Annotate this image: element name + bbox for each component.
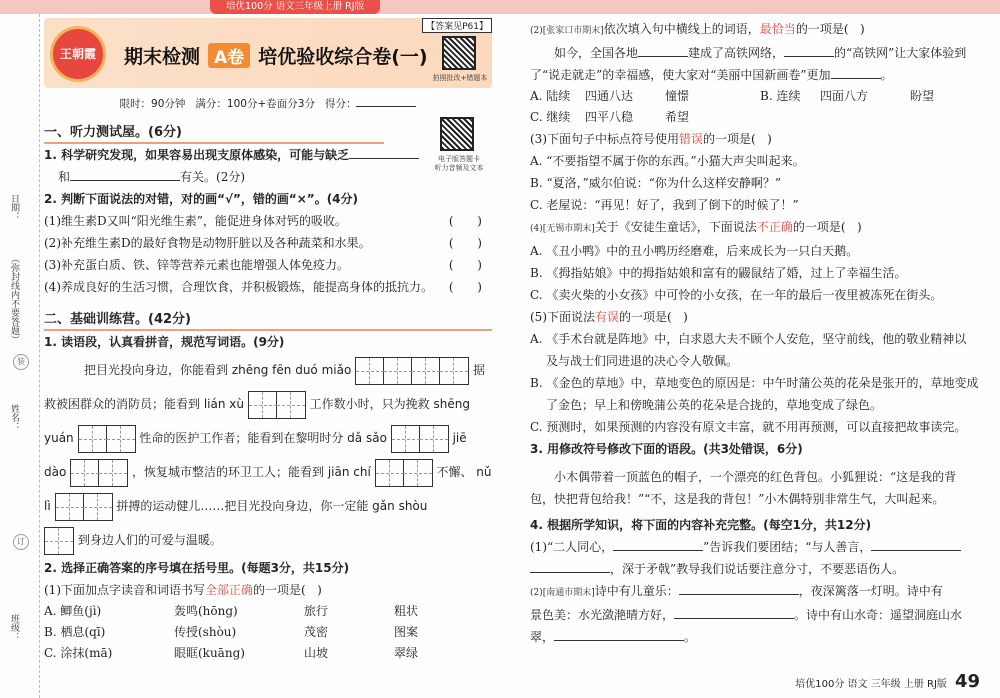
choice-5-option-a-1[interactable]: A. 《手术台就是阵地》中，白求恩大夫不顾个人安危，坚守前线，他的敬业精神以 (530, 332, 967, 346)
judge-3 (44, 254, 492, 276)
judge-1 (44, 210, 492, 232)
date-label: 日期： (9, 194, 19, 221)
c2-b-3: 盼望 (910, 89, 935, 103)
q4-e1: 翠， (530, 630, 555, 644)
qr2-caption (426, 155, 492, 173)
pinyin-dao: dào (44, 465, 67, 479)
c2-c-2: 四平八稳 (585, 110, 634, 124)
write-grid-4[interactable] (355, 357, 469, 385)
judge-4-text: (4)养成良好的生活习惯，合理饮食，并积极锻炼，能提高身体的抵抗力。 (44, 280, 434, 294)
c2-t4: 了“说走就走”的幸福感，使大家对“美丽中国新画卷”更加 (530, 68, 831, 82)
pinyin-li: lì (44, 499, 51, 513)
reading-2b: 工作数小时，只为挽救 (309, 397, 430, 411)
q4-b1: ，深于矛戟”教导我们说话要注意分寸，不要恶语伤人。 (610, 562, 905, 576)
q4-blank-3[interactable] (530, 559, 610, 573)
judge-2 (44, 232, 492, 254)
c2-t1: 如今，全国各地 (554, 46, 639, 60)
pinyin-ganshou: gǎn shòu (372, 499, 428, 513)
q4-c2: ，夜深篱落一灯明。诗中有 (798, 584, 943, 598)
opt-a-2: 轰鸣(hōng) (174, 604, 238, 618)
answer-reference: 【答案见P61】 (422, 18, 492, 33)
q4-blank-6[interactable] (554, 627, 684, 641)
c2-a-2: 四通八达 (585, 89, 634, 103)
c2-t3: 的“高铁网”让大家体验到 (834, 46, 967, 60)
c2-a-3: 憧憬 (665, 89, 690, 103)
choice-4-c[interactable]: ) (856, 220, 862, 234)
choice-5-option-c[interactable]: C. 预测时，如果预测的内容没有原文丰富，就不用再预测，可以直接把故事读完。 (530, 420, 967, 434)
choice-1-option-c[interactable] (44, 643, 492, 664)
exam-meta (44, 96, 492, 111)
right-column (530, 18, 978, 648)
reading-row-5 (44, 489, 492, 523)
top-bar (0, 0, 1000, 14)
opt-c-3: 山坡 (304, 646, 329, 660)
pinyin-jianchi: jiān chí (327, 465, 371, 479)
judge-2-text: (2)补充维生素D的最好食物是动物肝脏以及各种蔬菜和水果。 (44, 236, 371, 250)
choice-1-option-a[interactable] (44, 601, 492, 622)
choice-3-b: 的一项是( (703, 132, 756, 146)
q1-1-line1 (44, 144, 492, 166)
reading-row-4 (44, 455, 492, 489)
choice-4-source: (4)[无锡市期末] (530, 224, 595, 234)
q2-1 (44, 331, 492, 353)
choice-2-source: (2)[张家口市期末] (530, 26, 604, 36)
c2-c-3: 希望 (665, 110, 690, 124)
opt-c-2: 眼眶(kuāng) (174, 646, 245, 660)
binding-dot-2: 订 (13, 534, 29, 550)
c2-c-1: C. 继续 (530, 110, 571, 124)
c2-t2: 建成了高铁网络， (688, 46, 785, 60)
reading-1a: 把目光投向身边，你能看到 (84, 363, 229, 377)
page-number: 49 (954, 671, 980, 692)
q1-1-blank-2[interactable] (70, 167, 180, 181)
q2-1-text: 1. 读语段，认真看拼音，规范写词语。(9分) (44, 335, 285, 349)
choice-3-c[interactable]: ) (767, 132, 772, 146)
opt-a-3: 旅行 (304, 604, 329, 618)
choice-3-option-a[interactable]: A. “不要指望不属于你的东西。”小猫大声尖叫起来。 (530, 154, 805, 168)
reading-3a: 性命的医护工作者；能看到在黎明时分 (139, 431, 344, 445)
name-label: 姓名： (9, 404, 19, 431)
qr2-caption-line-2: 听力音频及文本 (434, 164, 484, 172)
opt-c-4: 翠绿 (394, 646, 419, 660)
q1-1-line2 (44, 166, 492, 188)
qr-caption: 拍照批改+错题本 (432, 74, 488, 82)
q1-2 (44, 188, 492, 210)
write-grid-2b[interactable] (78, 425, 136, 453)
q4-line-5 (530, 626, 978, 648)
q4-source: (2)[南通市期末] (530, 588, 595, 598)
q4-line-4 (530, 604, 978, 626)
judge-1-answer[interactable]: ( ) (448, 214, 492, 228)
score-blank[interactable] (356, 106, 416, 107)
choice-1 (44, 579, 492, 601)
title-part-a: 期末检测 (124, 46, 201, 68)
book-series-title: 培优100分 语文三年级上册 RJ版 (210, 0, 380, 14)
q1-1-text: 1. 科学研究发现，如果容易出现支原体感染，可能与缺乏 (44, 148, 350, 162)
opt-b-2: 传授(shòu) (174, 625, 237, 639)
q3-text: 3. 用修改符号修改下面的语段。(共3处错误，6分) (530, 442, 803, 456)
section-2-title: 二、基础训练营。(42分) (44, 308, 492, 331)
c2-blank-3[interactable] (831, 65, 881, 79)
q3 (530, 438, 978, 460)
left-column (44, 18, 492, 664)
choice-2-a: 依次填入句中横线上的词语， (603, 22, 760, 36)
binding-note: （弥封线内不要答题） (9, 254, 19, 344)
time-limit: 限时：90分钟 (119, 98, 186, 110)
write-grid-1[interactable] (44, 527, 74, 555)
q2-2-text: 2. 选择正确答案的序号填在括号里。(每题3分，共15分) (44, 561, 350, 575)
c2-blank-1[interactable] (638, 43, 688, 57)
opt-a-4: 粗状 (394, 604, 419, 618)
brand-logo: 王朝霞 (50, 26, 106, 82)
reading-row-6 (44, 523, 492, 557)
c2-b-1: B. 连续 (760, 89, 801, 103)
opt-b-4: 图案 (394, 625, 419, 639)
judge-3-answer[interactable]: ( ) (448, 258, 492, 272)
choice-4-b: 的一项是( (792, 220, 846, 234)
score-label: 得分： (324, 98, 357, 110)
reading-row-3 (44, 421, 492, 455)
choice-4-a: 关于《安徒生童话》，下面说法 (594, 220, 757, 234)
judge-4 (44, 276, 492, 298)
exam-header (44, 18, 492, 88)
q4-e2: 。 (684, 630, 697, 644)
pinyin-jie: jiē (452, 431, 467, 445)
pinyin-yuan: yuán (44, 431, 74, 445)
q3-passage-1: 小木偶带着一顶蓝色的帽子，一个漂亮的红色背包。小狐狸说：“这是我的背 (554, 470, 957, 484)
choice-3-option-c[interactable]: C. 老屋说：“再见！好了，我到了倒下的时候了！” (530, 198, 799, 212)
choice-2-key: 最恰当 (759, 22, 796, 36)
q4-c1: 诗中有儿童乐： (594, 584, 679, 598)
choice-2-c[interactable]: ) (859, 22, 865, 36)
q1-1-and: 和 (58, 170, 71, 184)
q4-d2: 。诗中有山水奇：遥望洞庭山水 (794, 608, 963, 622)
title-part-b: 培优验收综合卷(一) (258, 46, 428, 68)
choice-2-text-2 (530, 64, 978, 86)
q4-d1: 景色美：水光潋滟晴方好， (530, 608, 675, 622)
reading-6a: 到身边人们的可爱与温暖。 (77, 533, 222, 547)
qr-code-audio-icon[interactable] (440, 117, 474, 151)
choice-4-option-a[interactable]: A. 《丑小鸭》中的丑小鸭历经磨难，后来成长为一只白天鹅。 (530, 244, 859, 258)
q4-line-3 (530, 580, 978, 604)
q2-2 (44, 557, 492, 579)
c2-b-2: 四面八方 (820, 89, 869, 103)
pinyin-nu: nǔ (476, 465, 492, 479)
write-grid-2e[interactable] (375, 459, 433, 487)
q1-1-blank-1[interactable] (349, 145, 419, 159)
footer-text: 培优100分 语文 三年级 上册 RJ版 (795, 679, 947, 690)
pinyin-dasao: dǎ sǎo (347, 431, 387, 445)
reading-2a: 救被困群众的消防员；能看到 (44, 397, 201, 411)
q1-2-text: 2. 判断下面说法的对错，对的画“√”，错的画“×”。(4分) (44, 192, 359, 206)
q4-line-2 (530, 558, 978, 580)
exam-title (124, 42, 428, 69)
choice-3-key: 错误 (679, 132, 704, 146)
choice-3-option-b[interactable]: B. “夏洛，”威尔伯说：“你为什么这样安静啊？” (530, 176, 781, 190)
c2-t5: 。 (880, 68, 893, 82)
q3-passage-2: 包，快把背包给我！”“不，这是我的背包！”小木偶特别非常生气，大叫起来。 (530, 492, 945, 506)
choice-1-option-b[interactable] (44, 622, 492, 643)
opt-b-1: B. 栖息(qī) (44, 625, 106, 639)
pinyin-sheng: shēng (433, 397, 470, 411)
choice-5-option-b-1[interactable]: B. 《金色的草地》中，草地变色的原因是：中午时蒲公英的花朵是张开的，草地变成 (530, 376, 978, 390)
c2-blank-2[interactable] (784, 43, 834, 57)
judge-3-text: (3)补充蛋白质、铁、锌等营养元素也能增强人体免疫力。 (44, 258, 350, 272)
c2-a-1: A. 陆续 (530, 89, 571, 103)
qr-code-icon[interactable] (442, 36, 476, 70)
judge-4-answer[interactable]: ( ) (448, 280, 492, 294)
binding-margin (0, 14, 40, 698)
binding-dot-1: 装 (13, 354, 29, 370)
class-label: 班级： (9, 614, 19, 641)
page-footer (795, 671, 980, 692)
reading-row-1 (44, 353, 492, 387)
write-grid-2a[interactable] (248, 391, 306, 419)
pinyin-lianxu: lián xù (203, 397, 244, 411)
choice-2-option-c[interactable] (530, 107, 978, 128)
choice-5-option-b-2: 了金色；早上和傍晚蒲公英的花朵是合拢的，草地变成了绿色。 (546, 398, 883, 412)
choice-5-b: 的一项是( (619, 310, 672, 324)
paper-tag: A卷 (208, 43, 250, 68)
choice-2-b: 的一项是( (795, 22, 849, 36)
judge-1-text: (1)维生素D又叫“阳光维生素”，能促进身体对钙的吸收。 (44, 214, 347, 228)
reading-1b: 据 (472, 363, 485, 377)
choice-2-text-1 (530, 42, 978, 64)
choice-1-a: (1)下面加点字读音和词语书写 (44, 583, 205, 597)
choice-5 (530, 306, 978, 328)
write-grid-2c[interactable] (391, 425, 449, 453)
qr2-caption-line-1: 电子版答题卡 (438, 155, 480, 163)
choice-5-key: 有误 (595, 310, 620, 324)
opt-c-1: C. 涂抹(mā) (44, 646, 113, 660)
reading-row-2 (44, 387, 492, 421)
reading-4a: ，恢复城市整洁的环卫工人；能看到 (131, 465, 324, 479)
q4-blank-4[interactable] (679, 581, 799, 595)
reading-5a: 拼搏的运动健儿……把目光投向身边，你一定能 (116, 499, 369, 513)
opt-b-3: 茂密 (304, 625, 329, 639)
choice-5-a: (5)下面说法 (530, 310, 595, 324)
q4-blank-5[interactable] (674, 605, 794, 619)
pinyin-zhengfenduomiao: zhēng fēn duó miǎo (231, 363, 352, 377)
q4-blank-2[interactable] (871, 537, 961, 551)
choice-2-options-ab[interactable] (530, 86, 978, 107)
choice-1-key: 全部正确 (205, 583, 254, 597)
opt-a-1: A. 鲫鱼(jì) (44, 604, 102, 618)
choice-5-c[interactable]: ) (683, 310, 688, 324)
write-grid-2f[interactable] (55, 493, 113, 521)
q4 (530, 514, 978, 536)
choice-2 (530, 18, 978, 42)
section-1-title: 一、听力测试屋。(6分) (44, 121, 384, 144)
q1-1-tail: 有关。(2分) (180, 170, 246, 184)
choice-4-option-c[interactable]: C. 《卖火柴的小女孩》中可怜的小女孩，在一年的最后一夜里被冻死在街头。 (530, 288, 943, 302)
choice-5-option-a-2: 及与战士们同进退的决心令人敬佩。 (546, 354, 739, 368)
q4-blank-1[interactable] (613, 537, 703, 551)
reading-4b: 不懈、 (436, 465, 473, 479)
full-score: 满分：100分+卷面分3分 (195, 98, 315, 110)
choice-4-key: 不正确 (756, 220, 793, 234)
judge-2-answer[interactable]: ( ) (448, 236, 492, 250)
choice-1-b: 的一项是( (253, 583, 306, 597)
q4-text: 4. 根据所学知识，将下面的内容补充完整。(每空1分，共12分) (530, 518, 872, 532)
q4-a1: (1)“二人同心， (530, 540, 614, 554)
choice-4-option-b[interactable]: B. 《拇指姑娘》中的拇指姑娘和富有的鼹鼠结了婚，过上了幸福生活。 (530, 266, 907, 280)
choice-4 (530, 216, 978, 240)
choice-3 (530, 128, 978, 150)
choice-1-c[interactable]: ) (317, 583, 322, 597)
choice-3-a: (3)下面句子中标点符号使用 (530, 132, 679, 146)
q4-line-1 (530, 536, 978, 558)
write-grid-2d[interactable] (70, 459, 128, 487)
q4-a2: ”告诉我们要团结；“与人善言， (703, 540, 872, 554)
